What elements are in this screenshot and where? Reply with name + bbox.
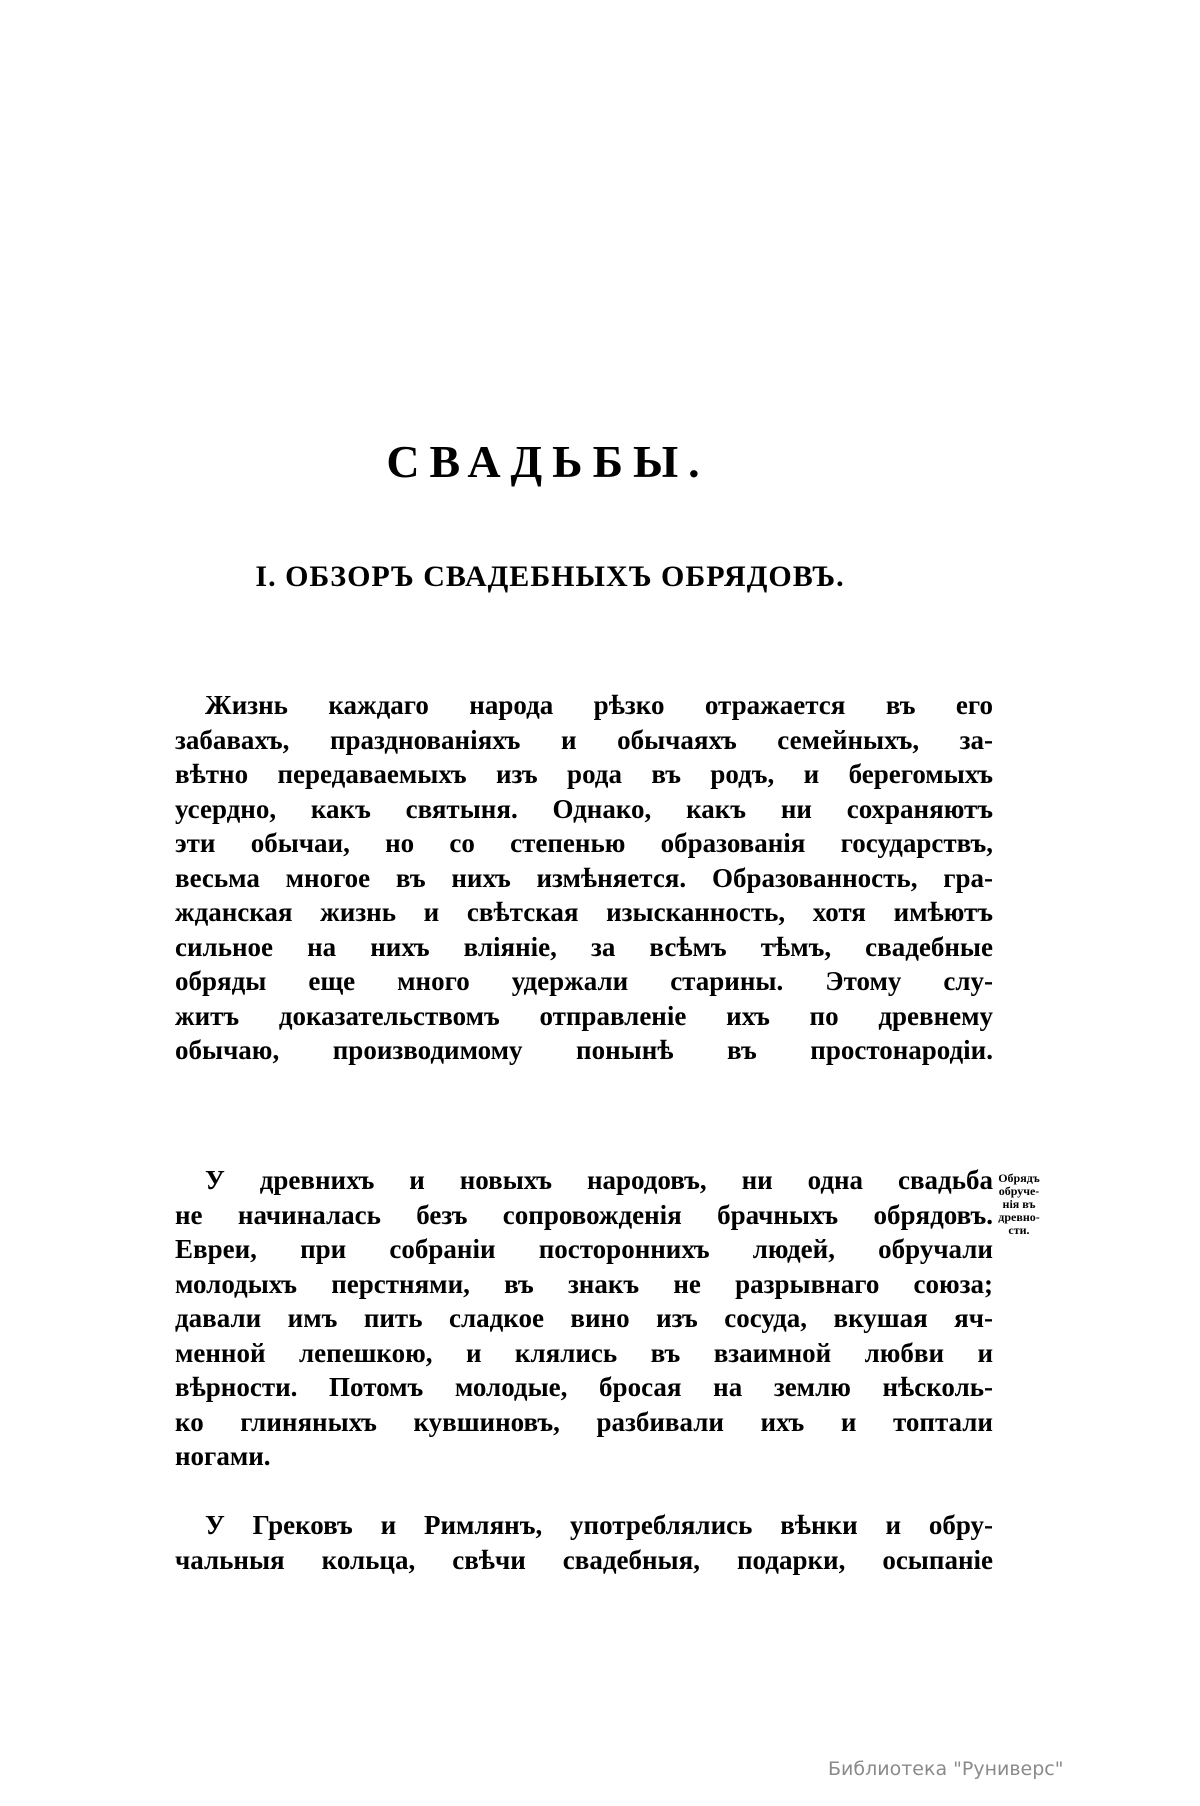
text-line: ко глиняныхъ кувшиновъ, разбивали ихъ и топтали <box>175 1406 993 1437</box>
text-line: У Грековъ и Римлянъ, употреблялись вѣнки и обру- <box>205 1510 993 1540</box>
paragraph-3 <box>175 1508 993 1577</box>
paragraph-2 <box>175 1163 993 1474</box>
text-line: не начиналась безъ сопровожденія брачныхъ обрядовъ. <box>175 1199 993 1230</box>
paragraph-1 <box>175 688 993 1068</box>
text-line: весьма многое въ нихъ измѣняется. Образованность, гра- <box>175 862 993 893</box>
margin-note <box>995 1172 1043 1237</box>
text-line: усердно, какъ святыня. Однако, какъ ни сохраняютъ <box>175 793 993 824</box>
margin-note-line: нія въ <box>1002 1197 1036 1211</box>
page-title: СВАДЬБЫ. <box>386 436 710 487</box>
text-line: обычаю, производимому понынѣ въ простонародіи. <box>175 1035 993 1065</box>
text-line: житъ доказательствомъ отправленіе ихъ по древнему <box>175 1000 993 1031</box>
text-line: давали имъ пить сладкое вино изъ сосуда, вкушая яч- <box>175 1303 993 1333</box>
text-line: сильное на нихъ вліяніе, за всѣмъ тѣмъ, свадебные <box>175 931 993 962</box>
text-line: вѣтно передаваемыхъ изъ рода въ родъ, и берегомыхъ <box>175 759 993 789</box>
text-line: жданская жизнь и свѣтская изысканность, хотя имѣютъ <box>175 897 993 927</box>
text-line: эти обычаи, но со степенью образованія государствъ, <box>175 828 993 858</box>
text-line: забавахъ, празднованіяхъ и обычаяхъ семейныхъ, за- <box>175 724 993 755</box>
section-heading: I. ОБЗОРЪ СВАДЕБНЫХЪ ОБРЯДОВЪ. <box>255 560 845 593</box>
library-watermark: Библиотека "Руниверс" <box>828 1758 1064 1780</box>
text-line: Жизнь каждаго народа рѣзко отражается въ его <box>205 690 993 720</box>
text-line: чальныя кольца, свѣчи свадебныя, подарки, осыпаніе <box>175 1544 993 1575</box>
text-line: У древнихъ и новыхъ народовъ, ни одна свадьба <box>205 1165 993 1195</box>
margin-note-line: древно- <box>998 1210 1040 1224</box>
margin-note-line: обруче- <box>998 1184 1040 1198</box>
margin-note-line: сти. <box>1008 1223 1030 1237</box>
text-line: менной лепешкою, и клялись въ взаимной любви и <box>175 1337 993 1368</box>
text-line: молодыхъ перстнями, въ знакъ не разрывнаго союза; <box>175 1268 993 1299</box>
margin-note-line: Обрядъ <box>998 1171 1040 1185</box>
text-line: обряды еще много удержали старины. Этому слу- <box>175 966 993 996</box>
text-line: Евреи, при собраніи постороннихъ людей, обручали <box>175 1234 993 1264</box>
text-line: вѣрности. Потомъ молодые, бросая на землю нѣсколь- <box>175 1372 993 1402</box>
text-line: ногами. <box>175 1441 271 1471</box>
